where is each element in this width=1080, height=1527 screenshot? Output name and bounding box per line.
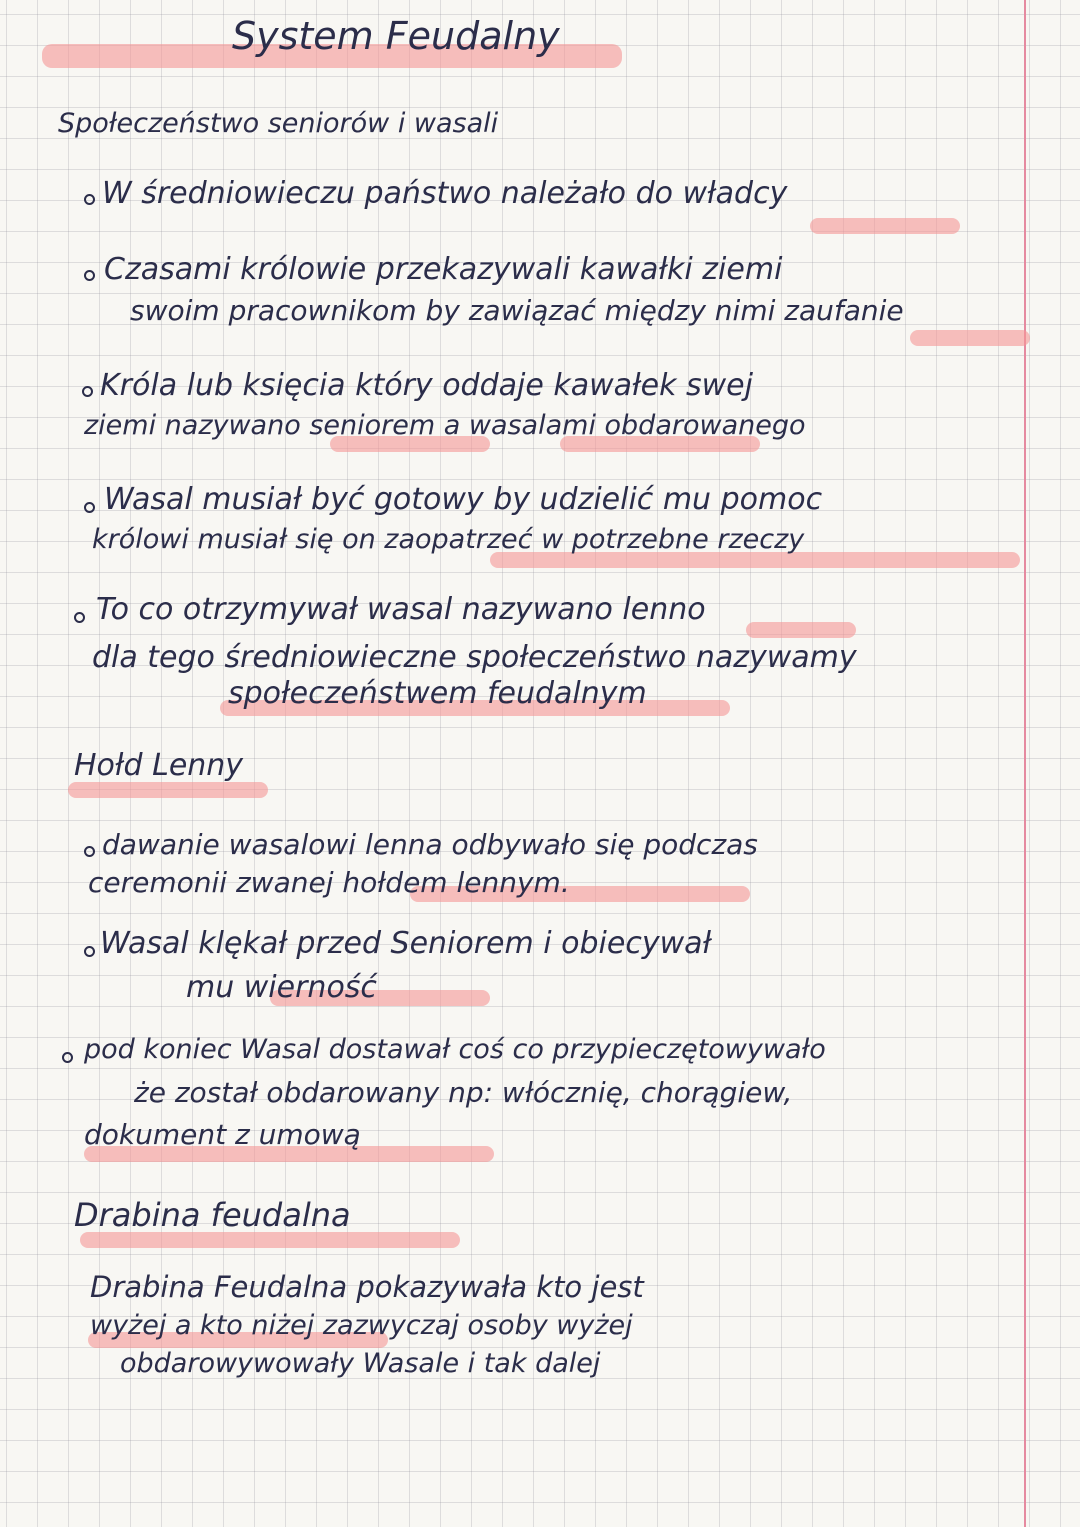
bullet-dot bbox=[84, 946, 95, 957]
bullet-8-line-2: że został obdarowany np: włócznię, chorągiew, bbox=[134, 1076, 793, 1109]
bullet-dot bbox=[84, 846, 95, 857]
page-title: System Feudalny bbox=[232, 14, 560, 58]
drabina-line-3: obdarowywowały Wasale i tak dalej bbox=[120, 1348, 601, 1379]
bullet-5-line-1: To co otrzymywał wasal nazywano lenno bbox=[96, 592, 706, 627]
drabina-line-1: Drabina Feudalna pokazywała kto jest bbox=[90, 1270, 644, 1304]
bullet-5-line-2: dla tego średniowieczne społeczeństwo nazywamy bbox=[92, 640, 857, 675]
section-heading-drabina-feudalna: Drabina feudalna bbox=[74, 1196, 351, 1234]
highlight-zaufanie bbox=[910, 330, 1030, 346]
highlight-drabina-heading bbox=[80, 1232, 460, 1248]
highlight-lenno bbox=[746, 622, 856, 638]
bullet-dot bbox=[84, 502, 95, 513]
bullet-2-line-1: Czasami królowie przekazywali kawałki ziemi bbox=[104, 252, 783, 287]
section-heading-seniors-vassals: Społeczeństwo seniorów i wasali bbox=[58, 108, 499, 139]
bullet-7-line-2: mu wierność bbox=[186, 970, 377, 1005]
bullet-1-line-1: W średniowieczu państwo należało do władcy bbox=[102, 176, 788, 211]
bullet-6-line-1: dawanie wasalowi lenna odbywało się podczas bbox=[102, 828, 758, 861]
bullet-2-line-2: swoim pracownikom by zawiązać między nimi zaufanie bbox=[130, 294, 904, 327]
bullet-6-line-2: ceremonii zwanej hołdem lennym. bbox=[88, 866, 570, 899]
bullet-dot bbox=[82, 386, 93, 397]
bullet-dot bbox=[84, 194, 95, 205]
bullet-3-line-1: Króla lub księcia który oddaje kawałek swej bbox=[100, 368, 753, 403]
section-heading-hold-lenny: Hołd Lenny bbox=[74, 748, 244, 783]
bullet-dot bbox=[62, 1052, 73, 1063]
bullet-3-line-2: ziemi nazywano seniorem a wasalami obdarowanego bbox=[84, 410, 806, 441]
bullet-7-line-1: Wasal klękał przed Seniorem i obiecywał bbox=[100, 926, 712, 961]
margin-line bbox=[1024, 0, 1026, 1527]
bullet-8-line-3: dokument z umową bbox=[84, 1118, 361, 1151]
bullet-4-line-2: królowi musiał się on zaopatrzeć w potrzebne rzeczy bbox=[92, 524, 805, 555]
bullet-4-line-1: Wasal musiał być gotowy by udzielić mu pomoc bbox=[104, 482, 823, 517]
highlight-wladcy bbox=[810, 218, 960, 234]
bullet-dot bbox=[84, 270, 95, 281]
bullet-dot bbox=[74, 612, 85, 623]
drabina-line-2: wyżej a kto niżej zazwyczaj osoby wyżej bbox=[90, 1310, 633, 1341]
highlight-hold-lenny-heading bbox=[68, 782, 268, 798]
bullet-8-line-1: pod koniec Wasal dostawał coś co przypieczętowywało bbox=[84, 1034, 826, 1065]
bullet-5-line-3: społeczeństwem feudalnym bbox=[228, 676, 647, 711]
